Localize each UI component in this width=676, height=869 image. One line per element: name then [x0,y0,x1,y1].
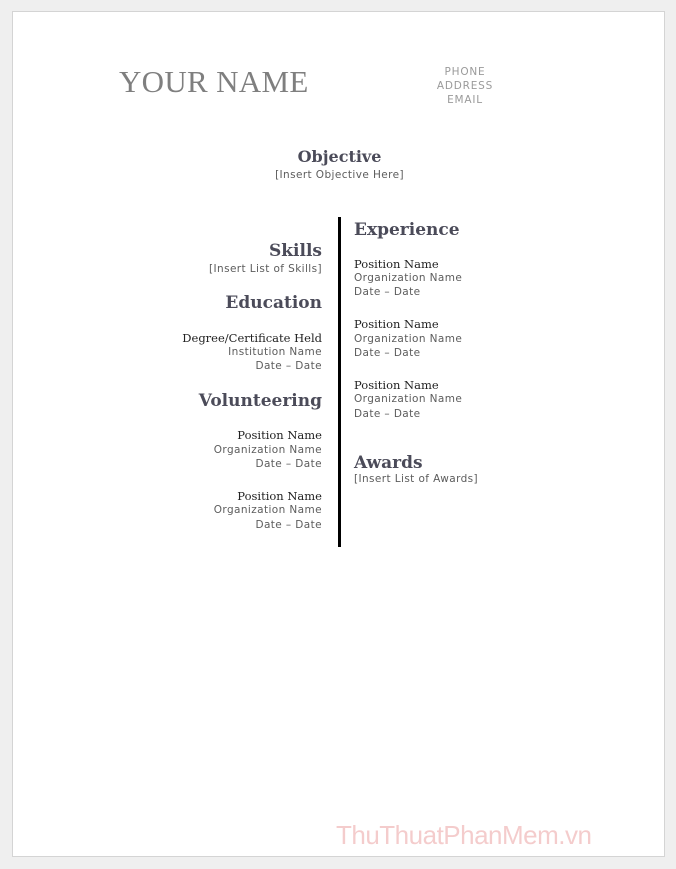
experience-heading[interactable]: Experience [354,220,460,240]
volunteer-position[interactable]: Position Name [237,428,322,442]
experience-organization[interactable]: Organization Name [354,333,463,345]
volunteering-heading[interactable]: Volunteering [198,391,322,411]
experience-position[interactable]: Position Name [354,378,439,392]
awards-text[interactable]: [Insert List of Awards] [354,473,479,485]
education-institution[interactable]: Institution Name [228,346,322,358]
contact-address[interactable]: ADDRESS [436,80,494,92]
objective-heading[interactable]: Objective [297,147,382,166]
volunteer-date[interactable]: Date – Date [255,458,322,470]
experience-position[interactable]: Position Name [354,317,439,331]
education-degree[interactable]: Degree/Certificate Held [182,331,322,345]
experience-organization[interactable]: Organization Name [354,272,463,284]
experience-date[interactable]: Date – Date [354,408,421,420]
education-heading[interactable]: Education [225,293,322,313]
experience-position[interactable]: Position Name [354,257,439,271]
volunteer-organization[interactable]: Organization Name [213,504,322,516]
skills-heading[interactable]: Skills [268,241,322,261]
experience-date[interactable]: Date – Date [354,286,421,298]
objective-text[interactable]: [Insert Objective Here] [275,169,404,181]
volunteer-date[interactable]: Date – Date [255,519,322,531]
education-date[interactable]: Date – Date [255,360,322,372]
contact-phone[interactable]: PHONE [444,66,486,78]
experience-date[interactable]: Date – Date [354,347,421,359]
experience-organization[interactable]: Organization Name [354,393,463,405]
contact-email[interactable]: EMAIL [447,94,483,106]
awards-heading[interactable]: Awards [354,453,423,473]
column-divider [338,217,341,547]
volunteer-position[interactable]: Position Name [237,489,322,503]
skills-text[interactable]: [Insert List of Skills] [209,263,322,275]
resume-name[interactable]: YOUR NAME [119,64,309,99]
watermark-logo: ThuThuatPhanMem.vn [336,820,592,850]
document-page [12,11,665,857]
volunteer-organization[interactable]: Organization Name [213,444,322,456]
